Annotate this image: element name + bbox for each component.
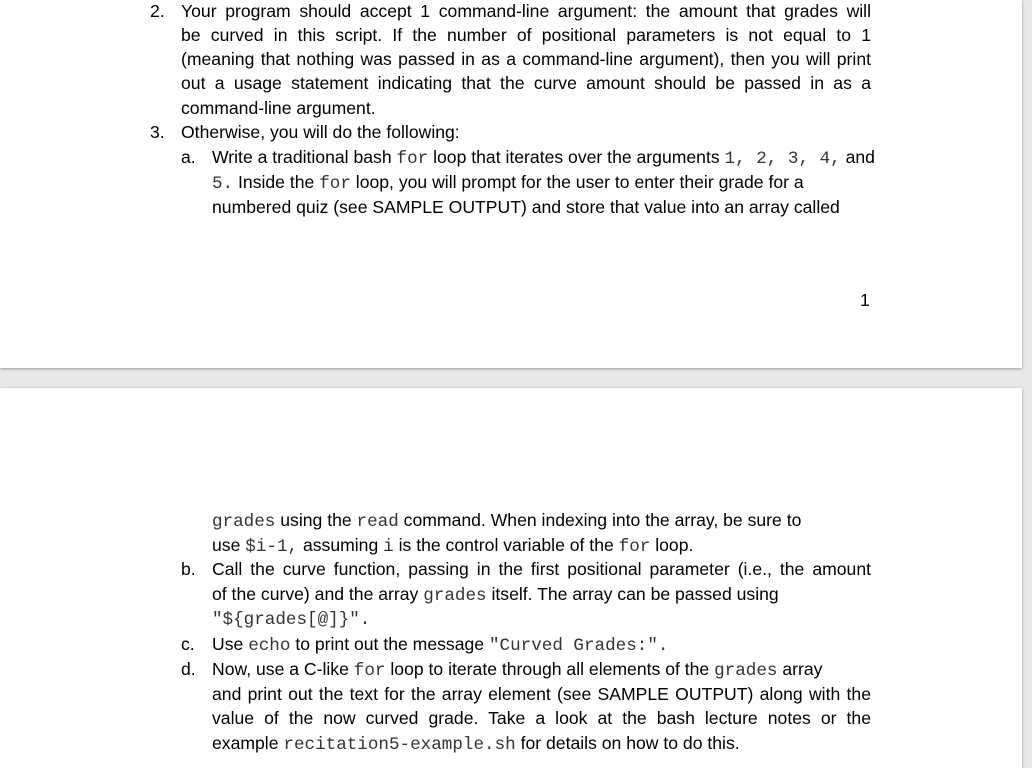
- item-2-line-1: Your program should accept 1 command-line argument: the amount that grades will: [181, 1, 871, 21]
- text-segment: loop that iterates over the arguments: [433, 147, 720, 167]
- item-a-line-2: [212, 170, 871, 196]
- text-segment: Inside the: [238, 172, 315, 192]
- text-segment: Use: [212, 634, 244, 654]
- item-b-line-1: Call the curve function, passing in the first positional parameter (i.e., the amount: [212, 559, 871, 579]
- list-marker-a: a.: [181, 147, 196, 167]
- code-for: for: [353, 661, 386, 681]
- item-a-continued-line-2: [212, 533, 693, 559]
- text-segment: command. When indexing into the array, be sure to: [403, 510, 802, 530]
- item-a-line-3: numbered quiz (see SAMPLE OUTPUT) and store that value into an array called: [212, 197, 840, 217]
- text-segment: example: [212, 733, 279, 753]
- code-args: 1, 2, 3, 4,: [724, 149, 841, 169]
- text-segment: using the: [280, 510, 352, 530]
- item-d-line-2: and print out the text for the array element (see SAMPLE OUTPUT) along with the: [212, 684, 871, 704]
- item-2-line-5: command-line argument.: [181, 98, 376, 118]
- code-for: for: [319, 174, 351, 194]
- item-2-line-2: be curved in this script. If the number of positional parameters is not equal to 1: [181, 25, 871, 45]
- code-read: read: [356, 512, 399, 532]
- item-b-line-3: [212, 606, 370, 632]
- text-segment: itself. The array can be passed using: [491, 584, 779, 604]
- item-d-line-1: [212, 657, 822, 683]
- list-marker-c: c.: [181, 634, 195, 654]
- text-segment: Now, use a C-like: [212, 659, 349, 679]
- list-marker-3: 3.: [150, 122, 165, 142]
- code-grades-expansion: "${grades[@]}".: [212, 610, 371, 630]
- item-2-line-3: (meaning that nothing was passed in as a command-line argument), then you will print: [181, 49, 871, 69]
- page-number: 1: [860, 290, 870, 310]
- code-for: for: [396, 149, 429, 169]
- text-segment: assuming: [302, 535, 379, 555]
- text-segment: use: [212, 535, 241, 555]
- text-segment: loop to iterate through all elements of the: [390, 659, 710, 679]
- item-3-text: Otherwise, you will do the following:: [181, 122, 460, 142]
- code-echo: echo: [248, 636, 291, 656]
- code-i-minus-1: $i-1,: [245, 537, 299, 557]
- code-5: 5.: [212, 174, 234, 194]
- list-marker-2: 2.: [150, 1, 165, 21]
- item-2-line-4: out a usage statement indicating that the curve amount should be passed in as a: [181, 73, 871, 93]
- text-segment: Write a traditional bash: [212, 147, 392, 167]
- code-curved-grades: "Curved Grades:".: [488, 636, 669, 656]
- text-segment: for details on how to do this.: [520, 733, 740, 753]
- code-grades: grades: [423, 586, 487, 606]
- item-a-line-1: [212, 145, 875, 171]
- item-d-line-3: value of the now curved grade. Take a look at the bash lecture notes or the: [212, 708, 871, 728]
- text-segment: to print out the message: [295, 634, 485, 654]
- item-a-continued-line-1: [212, 508, 801, 534]
- text-segment: loop.: [655, 535, 694, 555]
- text-segment: loop, you will prompt for the user to enter their grade for a: [355, 172, 804, 192]
- list-marker-b: b.: [181, 559, 196, 579]
- item-d-line-4: [212, 731, 740, 757]
- list-marker-d: d.: [181, 659, 196, 679]
- item-b-line-2: [212, 582, 779, 608]
- item-c-line: [212, 632, 668, 658]
- code-grades: grades: [212, 512, 276, 532]
- code-for: for: [618, 537, 651, 557]
- document-page-2: [0, 388, 1022, 768]
- document-page-1: [0, 0, 1022, 368]
- text-segment: array: [782, 659, 823, 679]
- text-segment: and: [845, 147, 875, 167]
- text-segment: of the curve) and the array: [212, 584, 419, 604]
- code-i: i: [383, 537, 394, 557]
- text-segment: is the control variable of the: [398, 535, 614, 555]
- code-script-name: recitation5-example.sh: [283, 735, 516, 755]
- code-grades: grades: [714, 661, 778, 681]
